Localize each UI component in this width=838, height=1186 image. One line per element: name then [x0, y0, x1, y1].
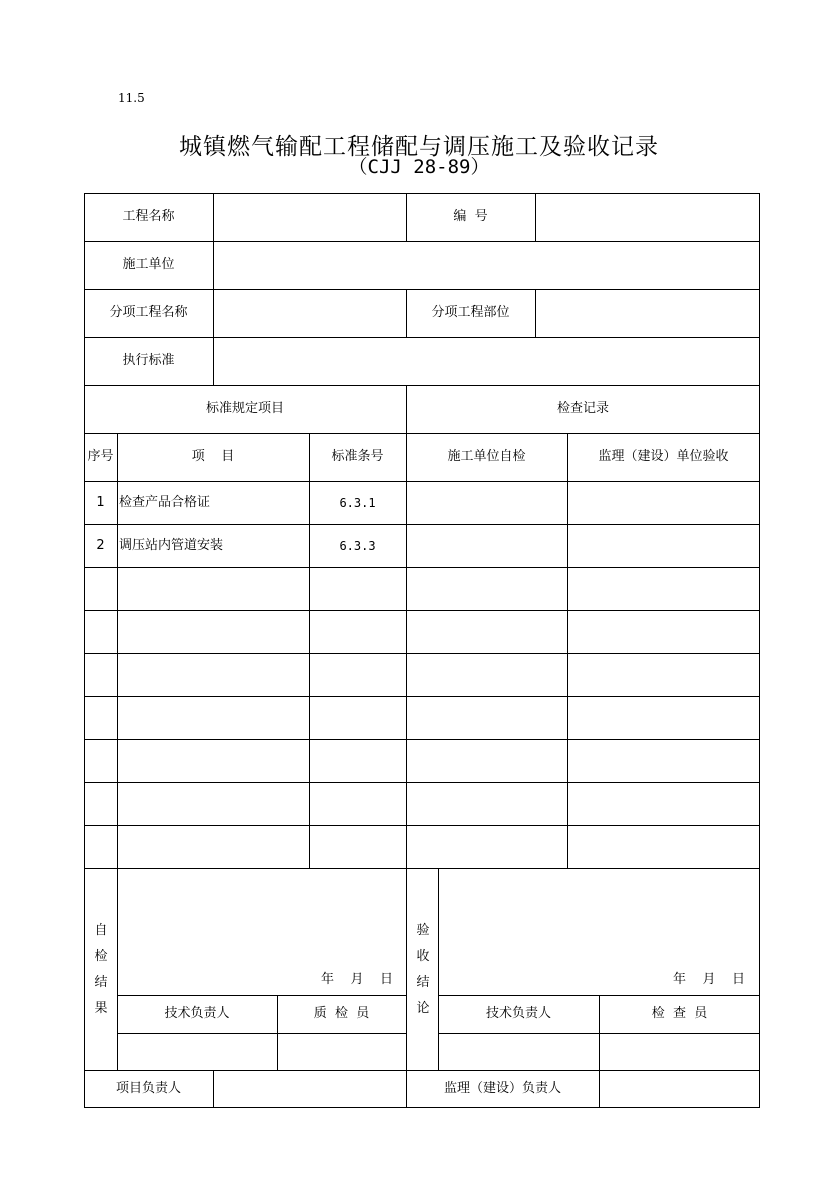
- row-1-seq: 1: [96, 494, 105, 510]
- acceptance-tech-lead-label: 技术负责人: [485, 1006, 551, 1021]
- row-2-clause: 6.3.3: [339, 538, 376, 553]
- col-clause-header: 标准条号: [331, 449, 384, 464]
- grid-line: [84, 739, 760, 740]
- project-name-label: 工程名称: [122, 209, 175, 224]
- grid-line: [438, 868, 439, 1070]
- section-number: 11.5: [118, 91, 145, 105]
- grid-line: [84, 567, 760, 568]
- standard-label: 执行标准: [122, 353, 175, 368]
- standard-field[interactable]: [213, 337, 760, 385]
- page-title: 城镇燃气输配工程储配与调压施工及验收记录: [179, 134, 659, 160]
- self-inspector-label: 质 检 员: [313, 1006, 370, 1021]
- row-1-clause: 6.3.1: [339, 495, 376, 510]
- supervisor-lead-label: 监理（建设）负责人: [443, 1081, 561, 1096]
- subitem-part-label: 分项工程部位: [431, 305, 510, 320]
- project-lead-field[interactable]: [213, 1070, 406, 1108]
- grid-line: [567, 433, 568, 868]
- col-self-check-header: 施工单位自检: [447, 449, 526, 464]
- self-result-label: 自检结果: [94, 923, 108, 1016]
- self-result-date: 年 月 日: [320, 972, 394, 987]
- self-tech-lead-label: 技术负责人: [164, 1006, 230, 1021]
- acceptance-result-date: 年 月 日: [672, 972, 746, 987]
- subitem-name-field[interactable]: [213, 289, 406, 337]
- construction-unit-label: 施工单位: [122, 257, 175, 272]
- row-2-seq: 2: [96, 537, 105, 553]
- grid-line: [84, 610, 760, 611]
- serial-number-label: 编 号: [453, 209, 488, 224]
- page-subtitle: （CJJ 28-89）: [348, 156, 490, 178]
- serial-number-field[interactable]: [535, 193, 760, 241]
- supervisor-lead-field[interactable]: [599, 1070, 760, 1108]
- acceptance-inspector-label: 检 查 员: [651, 1006, 708, 1021]
- construction-unit-field[interactable]: [213, 241, 760, 289]
- subitem-part-field[interactable]: [535, 289, 760, 337]
- project-lead-label: 项目负责人: [115, 1081, 181, 1096]
- acceptance-result-label: 验收结论: [416, 923, 430, 1016]
- subitem-name-label: 分项工程名称: [109, 305, 188, 320]
- grid-line: [84, 782, 760, 783]
- grid-line: [84, 653, 760, 654]
- row-1-item: 检查产品合格证: [119, 494, 211, 510]
- grid-line: [84, 868, 760, 869]
- grid-line: [84, 696, 760, 697]
- grid-line: [406, 385, 407, 1108]
- row-2-item: 调压站内管道安装: [119, 537, 224, 553]
- col-seq-header: 序号: [87, 449, 114, 464]
- standard-items-header: 标准规定项目: [205, 401, 284, 416]
- grid-line: [117, 1033, 406, 1034]
- col-acceptance-header: 监理（建设）单位验收: [598, 449, 729, 464]
- grid-line: [84, 825, 760, 826]
- project-name-field[interactable]: [213, 193, 406, 241]
- col-item-header: 项 目: [191, 449, 235, 464]
- inspection-record-header: 检查记录: [556, 401, 609, 416]
